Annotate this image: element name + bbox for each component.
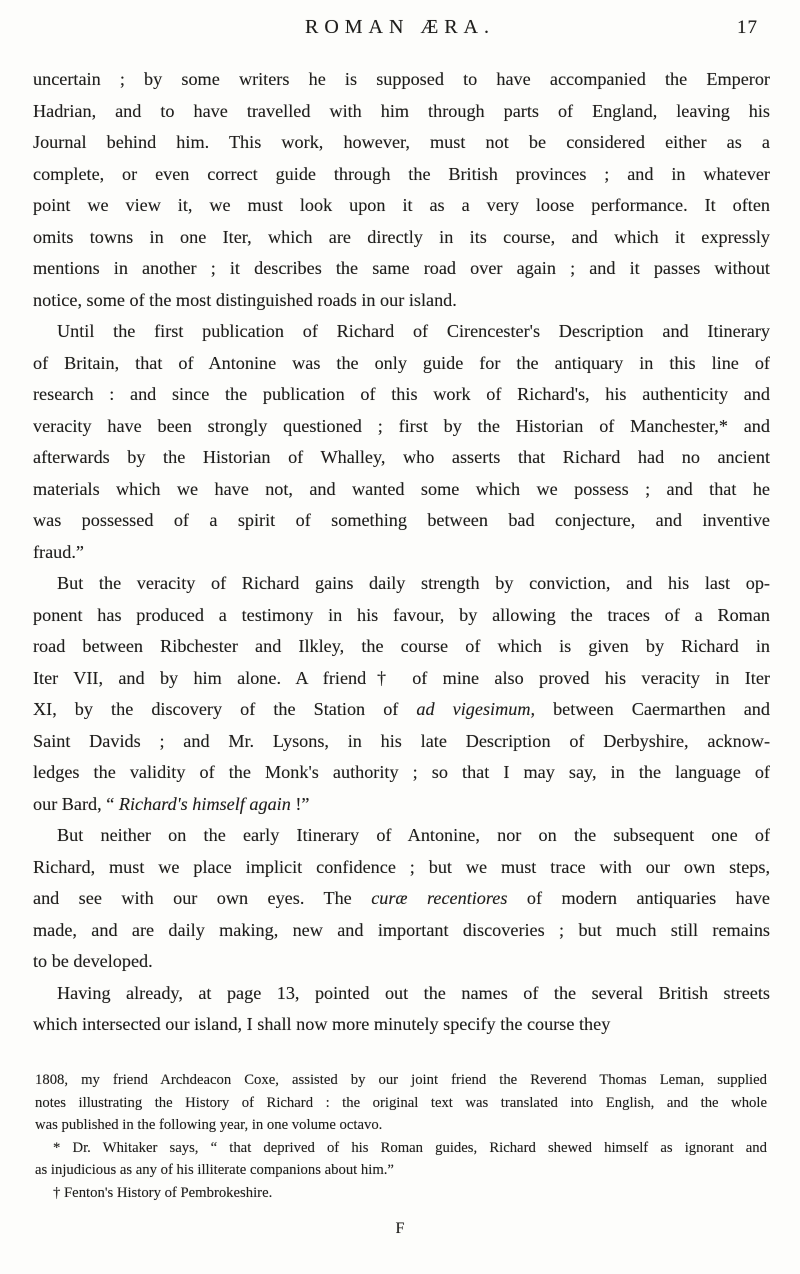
footnotes [35,1069,767,1205]
text-line: Journal behind him. This work, however, must not be considered either as a [33,132,770,152]
text-line: Richard, must we place implicit confidence ; but we must trace with our own steps, [33,856,770,877]
text-line: ledges the validity of the Monk's authority ; so that I may say, in the language of [33,762,770,782]
footnote [35,1182,767,1205]
text-line: which intersected our island, I shall now more minutely specify the course they [33,1014,611,1034]
text-line: omits towns in one Iter, which are directly in its course, and which it expressly [33,226,770,247]
text-line: complete, or even correct guide through the British provinces ; and in whatever [33,163,770,184]
text-line: was published in the following year, in one volume octavo. [35,1117,383,1134]
text-line: 1808, my friend Archdeacon Coxe, assisted by our joint friend the Reverend Thomas Leman, supplied [35,1072,767,1088]
text-line: materials which we have not, and wanted some which we possess ; and that he [33,478,770,499]
text-line: point we view it, we must look upon it as a very loose performance. It often [33,195,770,215]
text-line: But the veracity of Richard gains daily strength by conviction, and his last op- [57,573,770,593]
text-line: notes illustrating the History of Richard : the original text was translated into English, and the whole [35,1094,767,1111]
running-head [0,16,800,44]
text-line: of Britain, that of Antonine was the only guide for the antiquary in this line of [33,352,770,373]
text-line: Iter VII, and by him alone. A friend† of mine also proved his veracity in Iter [33,667,770,688]
text-line: made, and are daily making, new and important discoveries ; but much still remains [33,919,770,940]
text-line: XI, by the discovery of the Station of ad vigesimum, between Caermarthen and [33,699,770,719]
italic-phrase: Richard's himself again [118,793,291,814]
paragraph [33,568,770,820]
text-line: Having already, at page 13, pointed out the names of the several British streets [57,982,770,1003]
text-line: to be developed. [33,951,153,971]
text-line: as injudicious as any of his illiterate companions about him.” [35,1162,394,1179]
paragraph [33,978,770,1041]
text-line: afterwards by the Historian of Whalley, who asserts that Richard had no ancient [33,447,770,467]
text-line: Until the first publication of Richard of Cirencester's Description and Itinerary [57,321,770,341]
text-line: ponent has produced a testimony in his favour, by allowing the traces of a Roman [33,604,770,625]
italic-phrase: ad vigesimum, [416,699,536,719]
text-line: and see with our own eyes. The curæ recentiores of modern antiquaries have [33,888,770,908]
text-line: was possessed of a spirit of something between bad conjecture, and inventive [33,510,770,530]
page-number: 17 [737,17,758,38]
text-line: uncertain ; by some writers he is supposed to have accompanied the Emperor [33,69,770,89]
signature-mark: F [395,1220,405,1237]
text-line: road between Ribchester and Ilkley, the course of which is given by Richard in [33,636,770,656]
body-text [33,64,770,1041]
text-line: fraud.” [33,541,84,562]
paragraph [33,64,770,316]
text-line: Saint Davids ; and Mr. Lysons, in his late Description of Derbyshire, acknow- [33,730,770,751]
footnote [35,1069,767,1137]
footnote [35,1137,767,1182]
text-line: notice, some of the most distinguished roads in our island. [33,289,457,310]
italic-phrase: curæ recentiores [371,888,508,908]
text-line: † Fenton's History of Pembrokeshire. [53,1184,273,1201]
text-line: But neither on the early Itinerary of Antonine, nor on the subsequent one of [57,825,770,845]
text-line: mentions in another ; it describes the same road over again ; and it passes without [33,258,770,278]
text-line: veracity have been strongly questioned ; first by the Historian of Manchester,* and [33,415,770,436]
text-line: research : and since the publication of this work of Richard's, his authenticity and [33,384,770,404]
page-title: ROMAN ÆRA. [304,16,496,38]
paragraph [33,820,770,978]
paragraph [33,316,770,568]
text-line: Hadrian, and to have travelled with him through parts of England, leaving his [33,100,770,121]
text-line: our Bard, “ Richard's himself again !” [33,793,310,814]
text-line: * Dr. Whitaker says, “ that deprived of his Roman guides, Richard shewed himself as ignorant and [53,1139,767,1156]
